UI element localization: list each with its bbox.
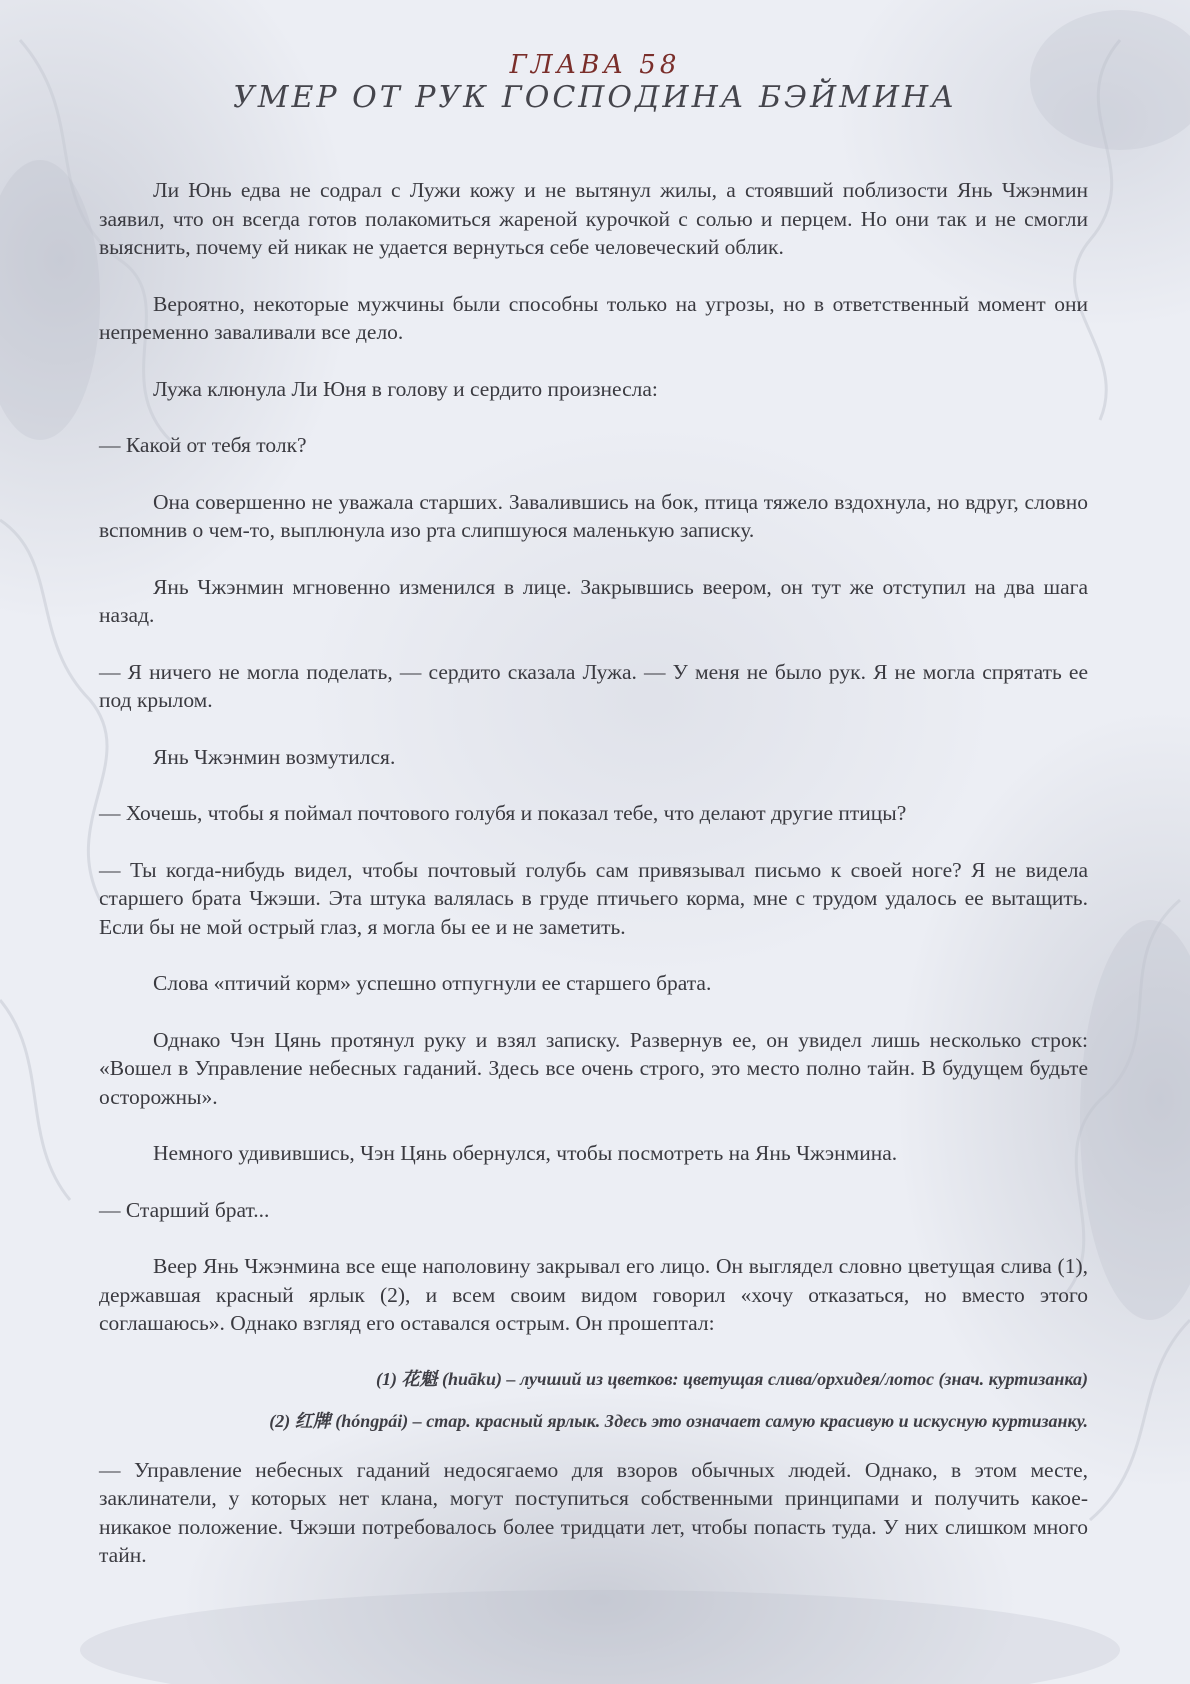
paragraph: Янь Чжэнмин возмутился. xyxy=(153,744,396,769)
paragraph: Веер Янь Чжэнмина все еще наполовину закрывал его лицо. Он выглядел словно цветущая слива (1), державшая красный ярлык (2), и всем своим видом говорил «хочу отказаться, но вместо этого соглашаюсь». Однако взгляд его оставался острым. Он прошептал: xyxy=(99,1254,1088,1335)
dialogue-line: — Хочешь, чтобы я поймал почтового голубя и показал тебе, что делают другие птицы? xyxy=(99,801,907,825)
dialogue-line: — Какой от тебя толк? xyxy=(99,433,307,457)
paragraph: Однако Чэн Цянь протянул руку и взял записку. Развернув ее, он увидел лишь несколько строк: «Вошел в Управление небесных гаданий. Здесь все очень строго, это место полно тайн. В будущем будьте осторожны». xyxy=(99,1027,1088,1109)
paragraph: Вероятно, некоторые мужчины были способны только на угрозы, но в ответственный момент они непременно заваливали все дело. xyxy=(99,291,1088,344)
paragraph: Слова «птичий корм» успешно отпугнули ее старшего брата. xyxy=(153,971,712,995)
footnote: (2) 红牌 (hóngpái) – стар. красный ярлык. Здесь это означает самую красивую и искусную куртизанку. xyxy=(269,1410,1088,1431)
chapter-header xyxy=(0,50,1190,116)
chapter-title: УМЕР ОТ РУК ГОСПОДИНА БЭЙМИНА xyxy=(233,80,957,115)
dialogue-line: — Управление небесных гаданий недосягаемо для взоров обычных людей. Однако, в этом месте, заклинатели, у которых нет клана, могут поступиться собственными принципами и получить какое-никакое положение. Чжэши потребовалось более тридцати лет, чтобы попасть туда. У них слишком много тайн. xyxy=(99,1457,1088,1567)
paragraph: Она совершенно не уважала старших. Завалившись на бок, птица тяжело вздохнула, но вдруг, словно вспомнив о чем-то, выплюнула изо рта слипшуюся маленькую записку. xyxy=(99,489,1088,542)
chapter-number: ГЛАВА 58 xyxy=(509,50,681,80)
paragraph: Лужа клюнула Ли Юня в голову и сердито произнесла: xyxy=(153,376,658,401)
paragraph: Ли Юнь едва не содрал с Лужи кожу и не вытянул жилы, а стоявший поблизости Янь Чжэнмин заявил, что он всегда готов полакомиться жареной курочкой с солью и перцем. Но они так и не смогли выяснить, почему ей никак не удается вернуться себе человеческий облик. xyxy=(99,178,1088,259)
chapter-body xyxy=(99,176,1088,1598)
dialogue-line: — Ты когда-нибудь видел, чтобы почтовый голубь сам привязывал письмо к своей ноге? Я не видела старшего брата Чжэши. Эта штука валялась в груде птичьего корма, мне с трудом удалось ее вытащить. Если бы не мой острый глаз, я могла бы ее и не заметить. xyxy=(99,857,1088,939)
paragraph: Янь Чжэнмин мгновенно изменился в лице. Закрывшись веером, он тут же отступил на два шага назад. xyxy=(99,574,1088,627)
footnote: (1) 花魁 (huāku) – лучший из цветков: цветущая слива/орхидея/лотос (знач. куртизанка) xyxy=(376,1368,1088,1389)
paragraph: Немного удивившись, Чэн Цянь обернулся, чтобы посмотреть на Янь Чжэнмина. xyxy=(153,1141,898,1165)
dialogue-line: — Старший брат... xyxy=(99,1197,270,1222)
dialogue-line: — Я ничего не могла поделать, — сердито сказала Лужа. — У меня не было рук. Я не могла спрятать ее под крылом. xyxy=(99,659,1088,712)
